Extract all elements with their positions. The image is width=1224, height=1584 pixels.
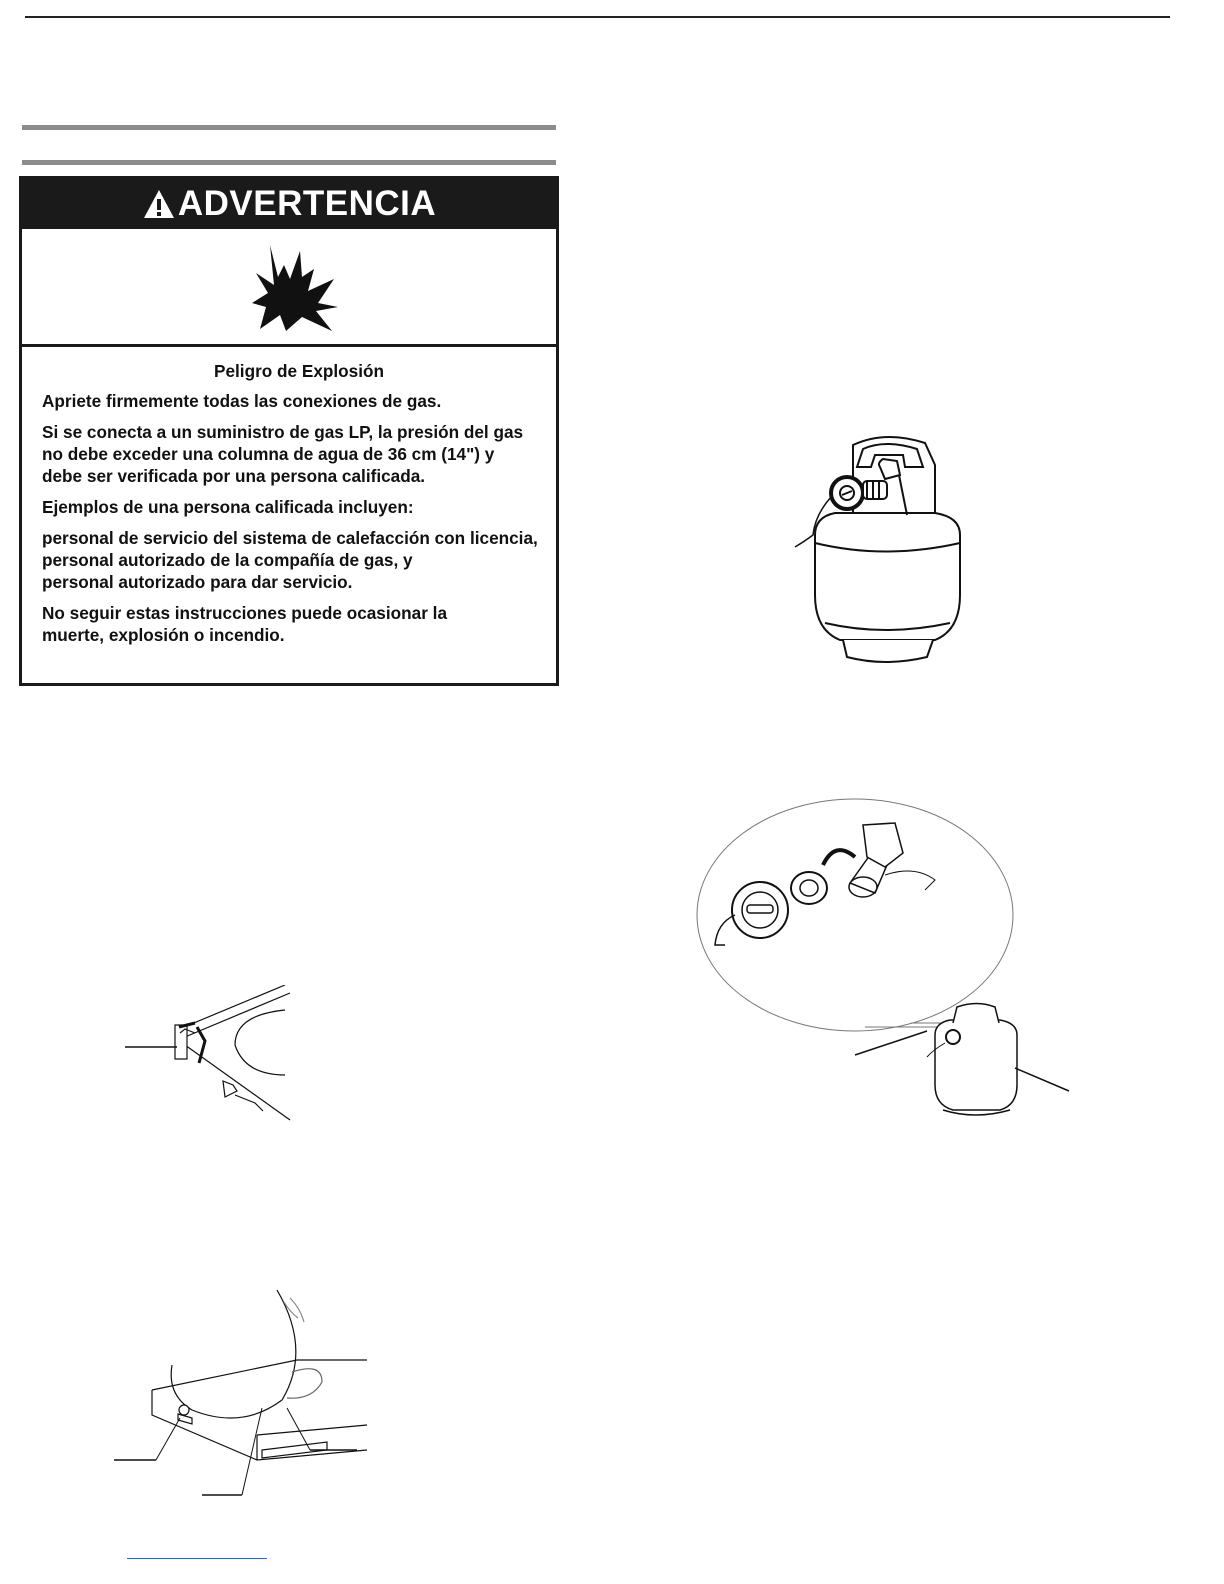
qualified-person-item: personal autorizado de la compañía de gas, y (42, 550, 413, 570)
lp-tank-illustration (785, 425, 985, 675)
burner-grate-illustration (112, 1290, 372, 1505)
warning-header (22, 179, 556, 229)
warning-body (22, 347, 556, 646)
warning-box (19, 176, 559, 686)
warning-symbol-area (22, 229, 556, 347)
link-underline (127, 1558, 267, 1559)
section-rule-bottom (22, 160, 556, 165)
burner-valve-illustration (125, 985, 305, 1125)
warning-consequence: No seguir estas instrucciones puede ocasionar la muerte, explosión o incendio. (42, 603, 447, 645)
qualified-person-item: personal de servicio del sistema de calefacción con licencia, (42, 528, 538, 548)
explosion-icon (250, 243, 340, 333)
section-rule-top (22, 125, 556, 130)
regulator-connection-diagram (695, 795, 1085, 1125)
warning-title: ADVERTENCIA (177, 184, 437, 223)
warning-paragraph: Si se conecta a un suministro de gas LP, la presión del gas no debe exceder una columna de agua de 36 cm (14") y debe ser verificada por una persona calificada. (42, 422, 524, 486)
warning-paragraph: Apriete firmemente todas las conexiones de gas. (42, 391, 442, 411)
warning-subtitle: Peligro de Explosión (214, 361, 384, 381)
qualified-person-item: personal autorizado para dar servicio. (42, 572, 353, 592)
warning-triangle-icon (142, 188, 176, 220)
warning-paragraph: Ejemplos de una persona calificada incluyen: (42, 497, 414, 517)
top-rule (25, 16, 1170, 18)
